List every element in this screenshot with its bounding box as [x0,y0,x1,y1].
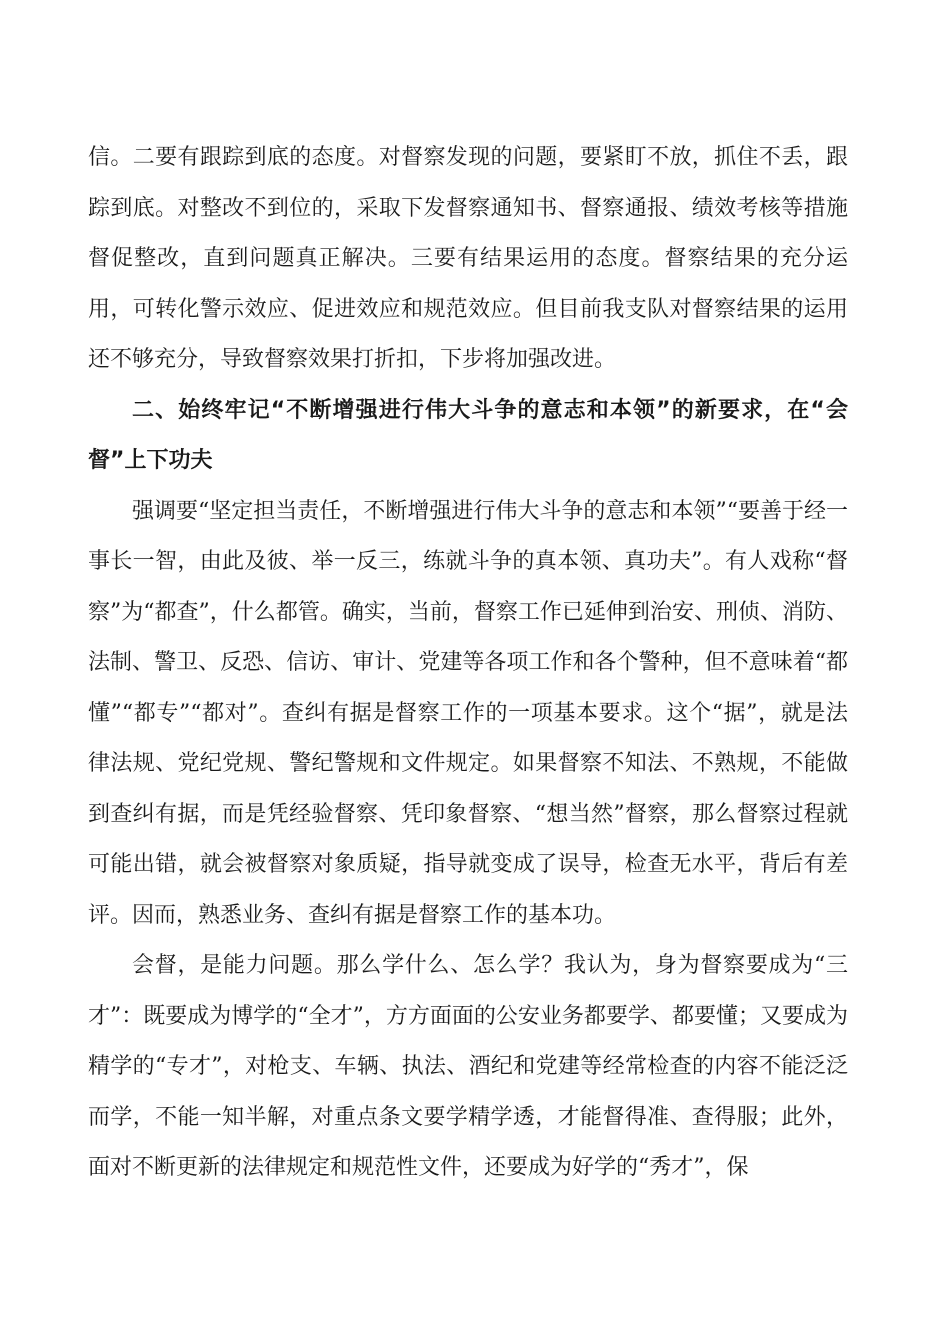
paragraph-body: 强调要“坚定担当责任，不断增强进行伟大斗争的意志和本领”“要善于经一事长一智，由此及彼、举一反三，练就斗争的真本领、真功夫”。有人戏称“督察”为“都查”，什么都管。确实，当前，督察工作已延伸到治安、刑侦、消防、法制、警卫、反恐、信访、审计、党建等各项工作和各个警种，但不意味着“都懂”“都专”“都对”。查纠有据是督察工作的一项基本要求。这个“据”，就是法律法规、党纪党规、警纪警规和文件规定。如果督察不知法、不熟规，不能做到查纠有据，而是凭经验督察、凭印象督察、“想当然”督察，那么督察过程就可能出错，就会被督察对象质疑，指导就变成了误导，检查无水平，背后有差评。因而，熟悉业务、查纠有据是督察工作的基本功。 [88,498,848,928]
paragraph-continuation: 信。二要有跟踪到底的态度。对督察发现的问题，要紧盯不放，抓住不丢，跟踪到底。对整改不到位的，采取下发督察通知书、督察通报、绩效考核等措施督促整改，直到问题真正解决。三要有结果运用的态度。督察结果的充分运用，可转化警示效应、促进效应和规范效应。但目前我支队对督察结果的运用还不够充分，导致督察效果打折扣，下步将加强改进。 [88,145,848,372]
paragraph-body: 会督，是能力问题。那么学什么、怎么学？我认为，身为督察要成为“三才”：既要成为博学的“全才”，方方面面的公安业务都要学、都要懂；又要成为精学的“专才”，对枪支、车辆、执法、酒纪和党建等经常检查的内容不能泛泛而学，不能一知半解，对重点条文要学精学透，才能督得准、查得服；此外，面对不断更新的法律规定和规范性文件，还要成为好学的“秀才”，保 [88,953,848,1180]
section-heading: 二、始终牢记“不断增强进行伟大斗争的意志和本领”的新要求，在“会督”上下功夫 [88,397,848,473]
document-body [88,133,848,1194]
